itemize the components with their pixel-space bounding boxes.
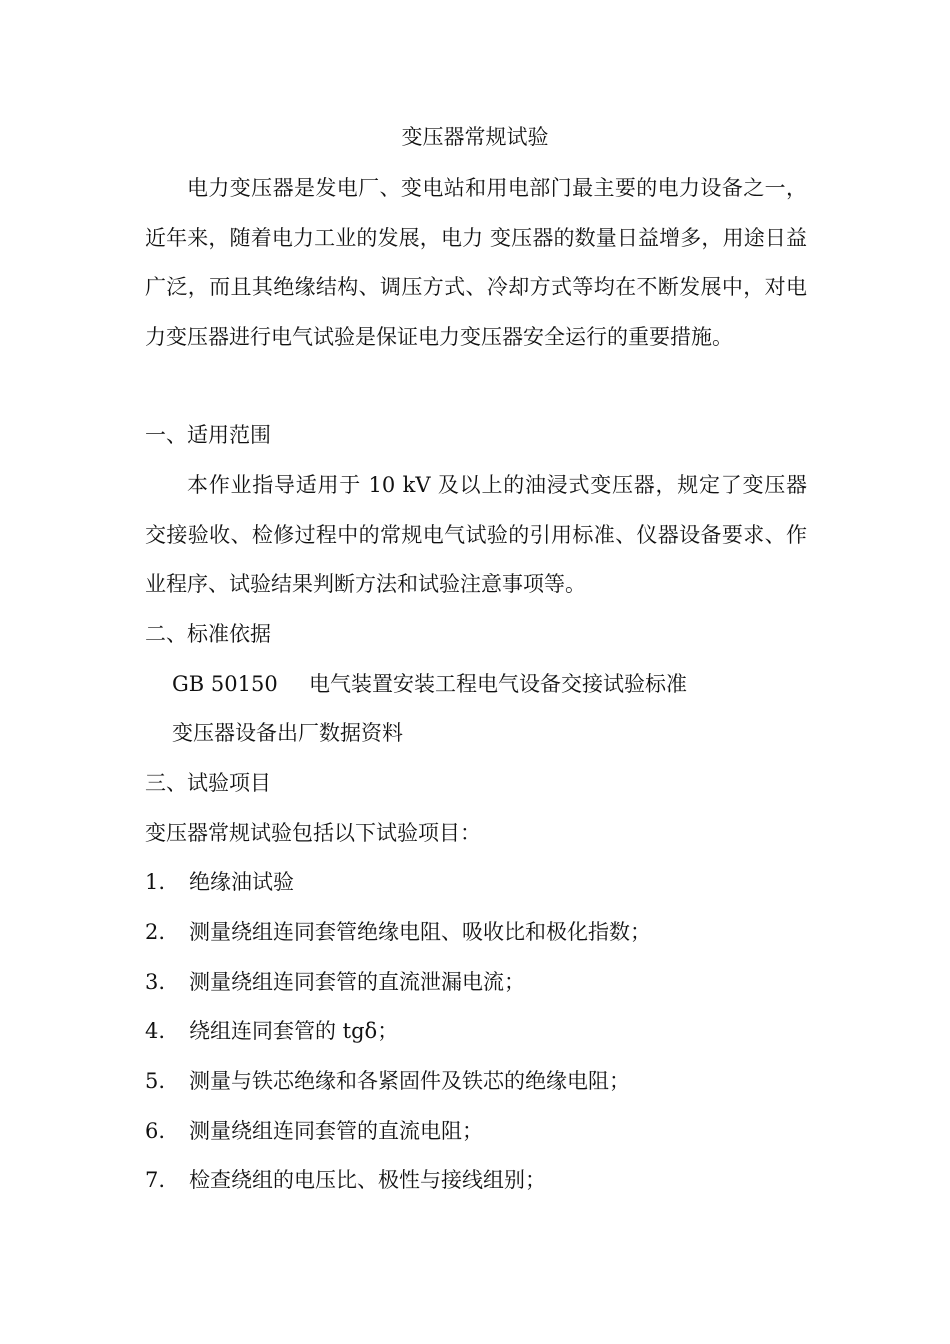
list-item [145,867,294,897]
list-item-text: 测量绕组连同套管的直流电阻； [189,1119,483,1143]
document-title: 变压器常规试验 [401,125,549,149]
list-item-number: 6. [145,1119,166,1143]
standard-reference [172,669,687,699]
list-item-number: 7. [145,1168,166,1192]
list-item-text: 绝缘油试验 [189,870,294,894]
list-item [145,967,525,997]
list-item-text: 绕组连同套管的 tgδ； [189,1019,399,1043]
intro-paragraph: 电力变压器是发电厂、变电站和用电部门最主要的电力设备之一，近年来，随着电力工业的发展，电力 变压器的数量日益增多，用途日益广泛，而且其绝缘结构、调压方式、冷却方式等均在不断发展中，对电力变压器进行电气试验是保证电力变压器安全运行的重要措施。 [145,176,807,349]
standard-code: GB 50150 [172,672,278,696]
list-item-number: 3. [145,970,166,994]
list-item [145,1165,546,1195]
section-heading-basis: 二、标准依据 [145,622,271,646]
list-item-text: 测量绕组连同套管绝缘电阻、吸收比和极化指数； [189,920,651,944]
factory-data-reference: 变压器设备出厂数据资料 [172,721,403,745]
list-item-number: 2. [145,920,166,944]
scope-paragraph: 本作业指导适用于 10 kV 及以上的油浸式变压器，规定了变压器交接验收、检修过程中的常规电气试验的引用标准、仪器设备要求、作业程序、试验结果判断方法和试验注意事项等。 [145,473,807,596]
list-item-number: 4. [145,1019,166,1043]
section-heading-items: 三、试验项目 [145,771,271,795]
list-item-text: 测量绕组连同套管的直流泄漏电流； [189,970,525,994]
list-item [145,1066,630,1096]
list-item [145,1116,483,1146]
list-item-text: 测量与铁芯绝缘和各紧固件及铁芯的绝缘电阻； [189,1069,630,1093]
standard-title: 电气装置安装工程电气设备交接试验标准 [309,672,687,696]
list-item [145,917,651,947]
list-item [145,1016,398,1046]
list-item-text: 检查绕组的电压比、极性与接线组别； [189,1168,546,1192]
section-heading-scope: 一、适用范围 [145,423,271,447]
list-item-number: 1. [145,870,166,894]
list-item-number: 5. [145,1069,166,1093]
items-lead: 变压器常规试验包括以下试验项目： [145,821,481,845]
